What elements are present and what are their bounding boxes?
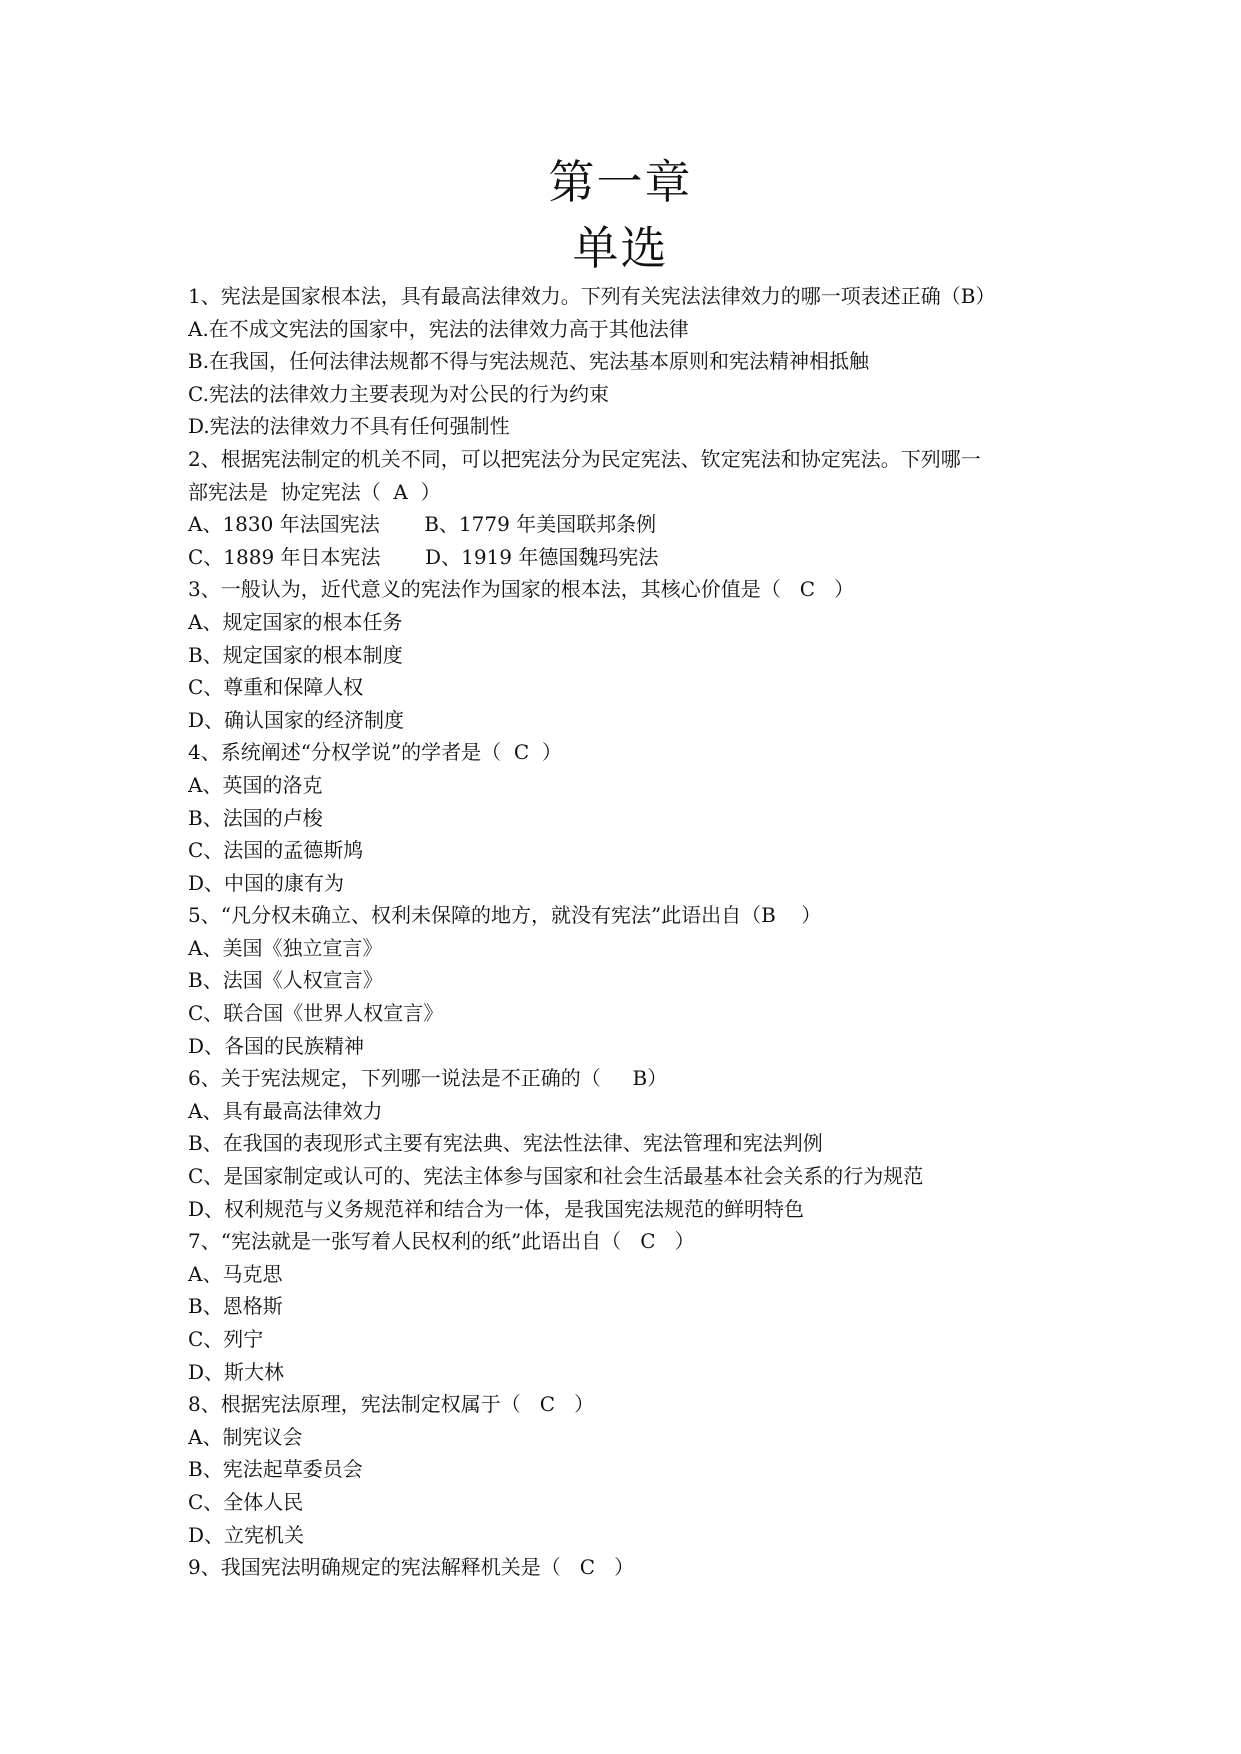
question-9-stem: 9、我国宪法明确规定的宪法解释机关是（ C ）	[188, 1555, 635, 1580]
question-6-stem: 6、关于宪法规定，下列哪一说法是不正确的（ B）	[188, 1066, 668, 1091]
question-8-option-c: C、全体人民	[188, 1489, 304, 1514]
question-1-option-b: B.在我国，任何法律法规都不得与宪法规范、宪法基本原则和宪法精神相抵触	[188, 349, 870, 374]
chapter-title: 第一章	[548, 155, 693, 209]
question-3-option-b: B、规定国家的根本制度	[188, 642, 403, 667]
question-8-option-b: B、宪法起草委员会	[188, 1457, 363, 1482]
question-7-option-c: C、列宁	[188, 1327, 264, 1351]
question-2-options-ab: A、1830 年法国宪法 B、1779 年美国联邦条例	[188, 512, 657, 537]
question-5-stem: 5、“凡分权未确立、权利未保障的地方，就没有宪法”此语出自（B ）	[188, 903, 822, 928]
question-2-options-cd: C、1889 年日本宪法 D、1919 年德国魏玛宪法	[188, 544, 659, 569]
question-6-option-b: B、在我国的表现形式主要有宪法典、宪法性法律、宪法管理和宪法判例	[188, 1131, 823, 1156]
question-3-option-d: D、确认国家的经济制度	[188, 707, 405, 732]
question-3-stem: 3、一般认为，近代意义的宪法作为国家的根本法，其核心价值是（ C ）	[188, 577, 855, 602]
question-5-option-d: D、各国的民族精神	[188, 1033, 365, 1058]
question-5-option-c: C、联合国《世界人权宣言》	[188, 1001, 444, 1026]
question-6-option-c: C、是国家制定或认可的、宪法主体参与国家和社会生活最基本社会关系的行为规范	[188, 1164, 924, 1189]
question-7-option-b: B、恩格斯	[188, 1294, 283, 1319]
question-6-option-d: D、权利规范与义务规范祥和结合为一体，是我国宪法规范的鲜明特色	[188, 1196, 805, 1221]
question-3-option-c: C、尊重和保障人权	[188, 675, 364, 700]
question-5-option-b: B、法国《人权宣言》	[188, 968, 383, 993]
question-2-stem-line-1: 2、根据宪法制定的机关不同，可以把宪法分为民定宪法、钦定宪法和协定宪法。下列哪一	[188, 446, 981, 471]
question-1-option-c: C.宪法的法律效力主要表现为对公民的行为约束	[188, 381, 609, 406]
question-1-stem: 1、宪法是国家根本法，具有最高法律效力。下列有关宪法法律效力的哪一项表述正确（B）	[188, 284, 996, 308]
question-7-option-d: D、斯大林	[188, 1359, 285, 1384]
question-4-option-b: B、法国的卢梭	[188, 805, 323, 830]
question-1-option-d: D.宪法的法律效力不具有任何强制性	[188, 414, 510, 439]
question-4-option-c: C、法国的孟德斯鸠	[188, 838, 364, 863]
question-1-option-a: A.在不成文宪法的国家中，宪法的法律效力高于其他法律	[188, 316, 689, 341]
question-3-option-a: A、规定国家的根本任务	[188, 609, 403, 634]
question-5-option-a: A、美国《独立宣言》	[188, 935, 383, 960]
question-7-option-a: A、马克思	[188, 1261, 283, 1286]
section-title: 单选	[572, 221, 669, 275]
question-4-option-a: A、英国的洛克	[188, 772, 323, 797]
question-8-option-d: D、立宪机关	[188, 1522, 305, 1547]
question-4-stem: 4、系统阐述“分权学说”的学者是（ C ）	[188, 740, 562, 765]
question-list	[188, 280, 1068, 1584]
question-7-stem: 7、“宪法就是一张写着人民权利的纸”此语出自（ C ）	[188, 1229, 695, 1254]
question-2-stem-line-2: 部宪法是 协定宪法（ A ）	[188, 479, 441, 504]
question-8-stem: 8、根据宪法原理，宪法制定权属于（ C ）	[188, 1392, 595, 1417]
question-8-option-a: A、制宪议会	[188, 1424, 303, 1449]
question-6-option-a: A、具有最高法律效力	[188, 1098, 383, 1123]
question-4-option-d: D、中国的康有为	[188, 870, 345, 895]
